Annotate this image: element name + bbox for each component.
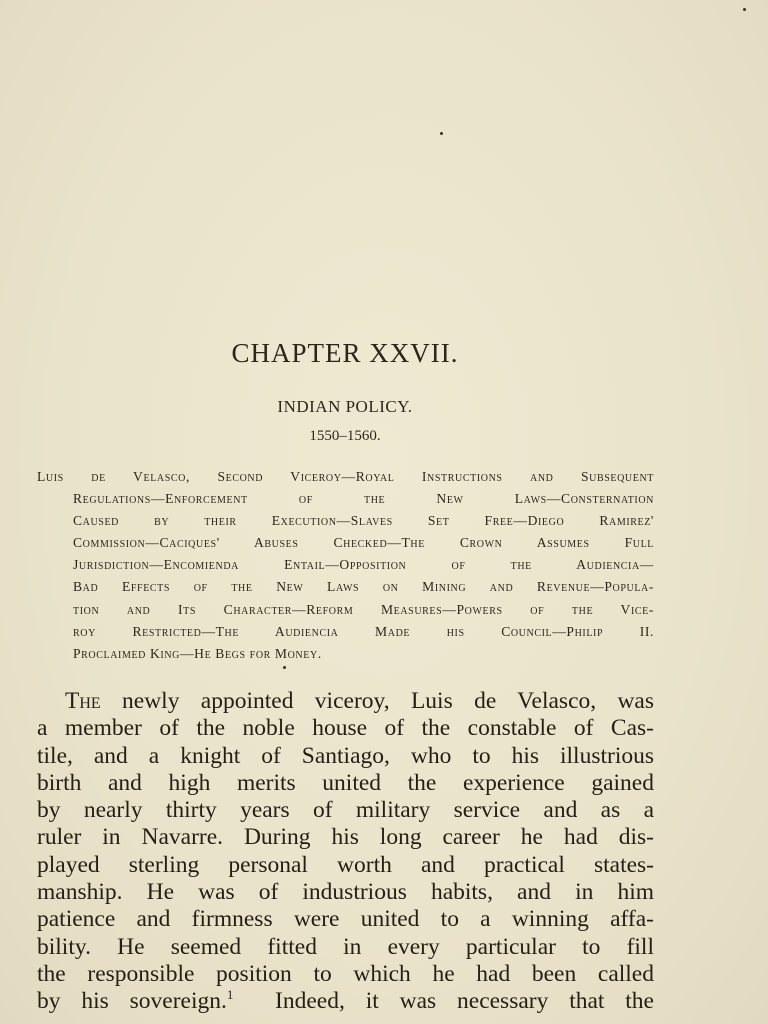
body-line: manship. He was of industrious habits, and in him xyxy=(37,879,654,906)
footnote-reference[interactable]: 1 xyxy=(226,987,234,1003)
summary-line: Regulations—Enforcement of the New Laws—Consternation xyxy=(73,491,654,507)
chapter-title: CHAPTER XXVII. xyxy=(231,338,459,368)
summary-line: Bad Effects of the New Laws on Mining and Revenue—Popula- xyxy=(73,579,654,595)
body-line: the responsible position to which he had been called xyxy=(37,960,654,987)
summary-line: Jurisdiction—Encomienda Entail—Opposition of the Audiencia— xyxy=(73,557,654,573)
chapter-summary xyxy=(37,466,654,665)
body-line: birth and high merits united the experience gained xyxy=(37,769,654,796)
body-line: patience and firmness were united to a winning affa- xyxy=(37,906,654,933)
body-line: ruler in Navarre. During his long career he had dis- xyxy=(37,824,654,851)
body-line-text: newly appointed viceroy, Luis de Velasco, was xyxy=(122,688,655,714)
body-line-text: by his sovereign. xyxy=(37,988,227,1015)
body-line xyxy=(37,688,654,715)
speck xyxy=(743,8,746,11)
opening-word: The xyxy=(65,688,101,714)
speck xyxy=(440,132,443,135)
body-line: bility. He seemed fitted in every particular to fill xyxy=(37,933,654,960)
summary-line: roy Restricted—The Audiencia Made his Council—Philip II. xyxy=(73,623,654,639)
body-line: a member of the noble house of the constable of Cas- xyxy=(37,715,654,742)
summary-line: Proclaimed King—He Begs for Money. xyxy=(73,645,322,661)
body-line: tile, and a knight of Santiago, who to his illustrious xyxy=(37,742,654,769)
summary-line: Luis de Velasco, Second Viceroy—Royal Instructions and Subsequent xyxy=(37,469,654,484)
body-line: played sterling personal worth and practical states- xyxy=(37,851,654,878)
body-line xyxy=(37,988,654,1015)
speck xyxy=(283,666,286,669)
summary-line: tion and Its Character—Reform Measures—Powers of the Vice- xyxy=(73,601,654,617)
summary-line: Commission—Caciques' Abuses Checked—The Crown Assumes Full xyxy=(73,535,654,551)
body-line-text: Indeed, it was necessary that the xyxy=(233,988,654,1015)
chapter-years: 1550–1560. xyxy=(309,428,381,444)
chapter-subtitle: INDIAN POLICY. xyxy=(277,397,413,416)
summary-line: Caused by their Execution—Slaves Set Free—Diego Ramirez' xyxy=(73,513,654,529)
body-line: by nearly thirty years of military service and as a xyxy=(37,797,654,824)
body-paragraph xyxy=(37,688,654,1016)
